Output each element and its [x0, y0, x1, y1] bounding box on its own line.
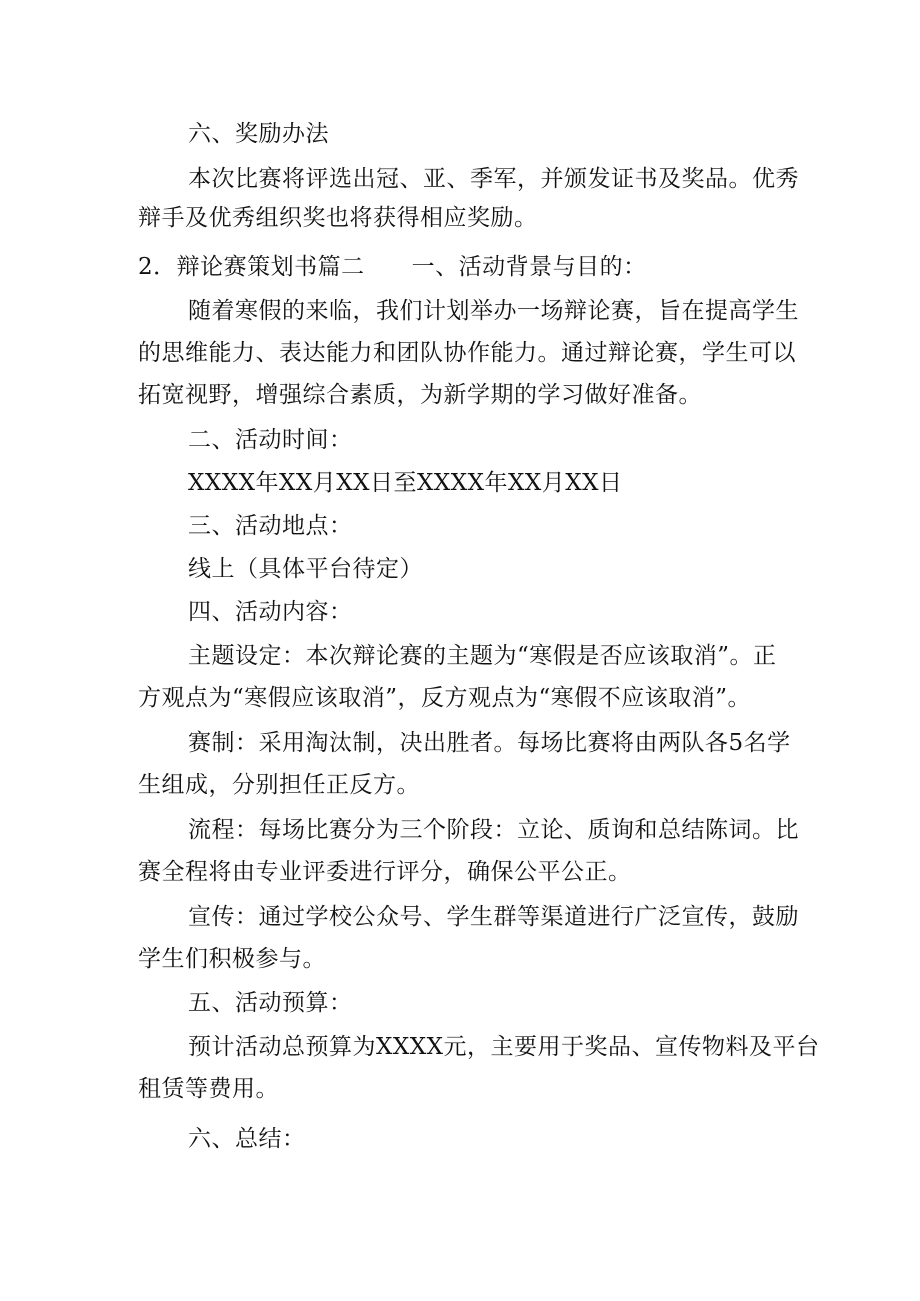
paragraph-line: 本次比赛将评选出冠、亚、季军，并颁发证书及奖品。优秀 — [188, 166, 799, 192]
paragraph-line: 预计活动总预算为XXXX元，主要用于奖品、宣传物料及平台 — [188, 1034, 820, 1060]
section-heading-budget: 五、活动预算： — [188, 990, 353, 1016]
paragraph-line: 辩手及优秀组织奖也将获得相应奖励。 — [138, 205, 538, 231]
section-title-plan-two: 2．辩论赛策划书篇二 一、活动背景与目的： — [138, 254, 647, 280]
event-location: 线上（具体平台待定） — [188, 556, 423, 582]
section-heading-content: 四、活动内容： — [188, 599, 353, 625]
paragraph-line: 主题设定：本次辩论赛的主题为“寒假是否应该取消”。正 — [188, 643, 777, 669]
paragraph-line: 随着寒假的来临，我们计划举办一场辩论赛，旨在提高学生 — [188, 298, 799, 324]
section-heading-awards: 六、奖励办法 — [188, 121, 329, 147]
paragraph-line: 拓宽视野，增强综合素质，为新学期的学习做好准备。 — [138, 382, 702, 408]
paragraph-line: 赛制：采用淘汰制，决出胜者。每场比赛将由两队各5名学 — [188, 730, 791, 756]
paragraph-line: 租赁等费用。 — [138, 1076, 279, 1102]
paragraph-line: 学生们积极参与。 — [138, 946, 326, 972]
paragraph-line: 赛全程将由专业评委进行评分，确保公平公正。 — [138, 859, 632, 885]
section-heading-summary: 六、总结： — [188, 1126, 306, 1152]
paragraph-line: 流程：每场比赛分为三个阶段：立论、质询和总结陈词。比 — [188, 817, 799, 843]
paragraph-line: 的思维能力、表达能力和团队协作能力。通过辩论赛，学生可以 — [138, 340, 796, 366]
paragraph-line: 宣传：通过学校公众号、学生群等渠道进行广泛宣传，鼓励 — [188, 904, 799, 930]
section-heading-location: 三、活动地点： — [188, 513, 353, 539]
paragraph-line: 方观点为“寒假应该取消”，反方观点为“寒假不应该取消”。 — [138, 685, 752, 711]
paragraph-line: 生组成，分别担任正反方。 — [138, 772, 420, 798]
event-date-range: XXXX年XX月XX日至XXXX年XX月XX日 — [188, 470, 623, 496]
section-heading-time: 二、活动时间： — [188, 427, 353, 453]
